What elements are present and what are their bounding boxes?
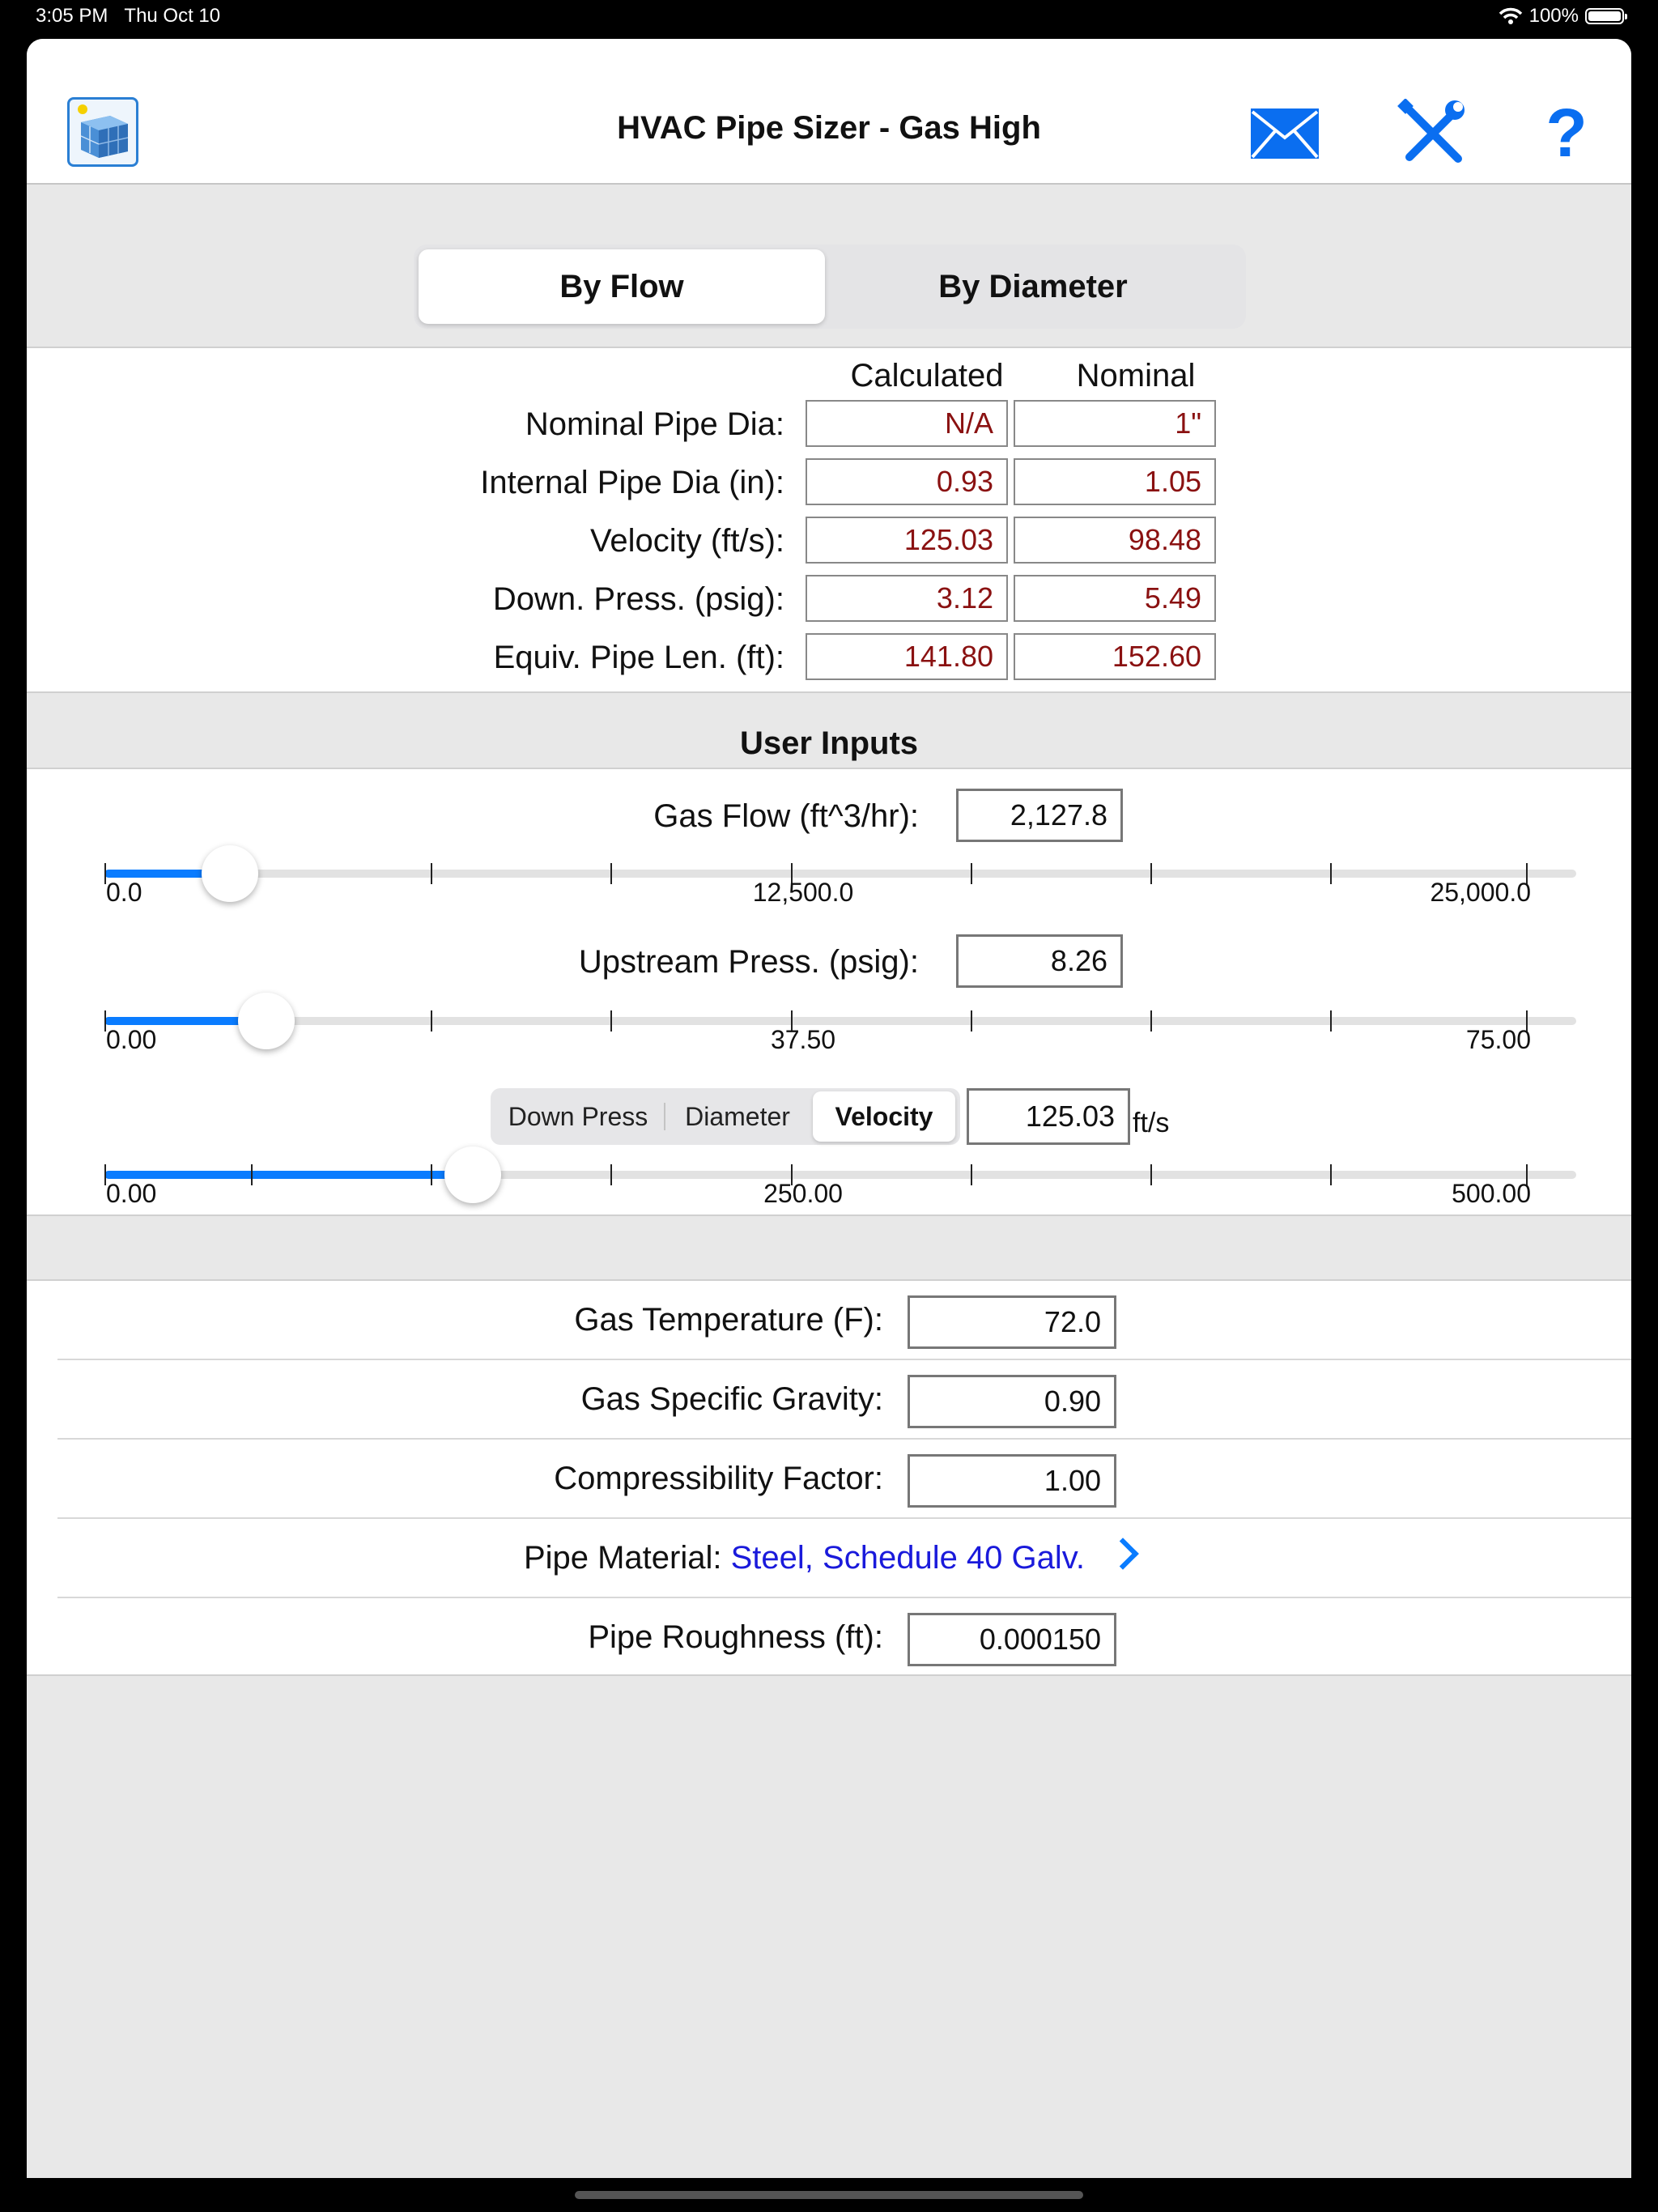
slider-tick xyxy=(1330,863,1332,884)
mode-selector-area xyxy=(27,185,1631,348)
slider-tick xyxy=(431,863,432,884)
slider-tick xyxy=(971,863,972,884)
result-label: Equiv. Pipe Len. (ft): xyxy=(493,640,784,675)
nav-bar xyxy=(27,39,1631,185)
result-calculated-value: 125.03 xyxy=(806,517,1008,564)
slider-mid-label: 37.50 xyxy=(770,1025,836,1054)
slider-mid-label: 12,500.0 xyxy=(752,878,854,907)
segment-velocity[interactable]: Velocity xyxy=(813,1091,955,1142)
battery-percent: 100% xyxy=(1528,5,1579,27)
pipe-material-label: Pipe Material: xyxy=(523,1540,722,1576)
status-bar xyxy=(0,0,1658,36)
slider-thumb[interactable] xyxy=(238,993,295,1049)
result-calculated-value: 3.12 xyxy=(806,575,1008,622)
slider-max-label: 25,000.0 xyxy=(1430,878,1531,907)
upstream-press-label: Upstream Press. (psig): xyxy=(578,944,919,980)
user-inputs-header xyxy=(27,693,1631,769)
gas-flow-label: Gas Flow (ft^3/hr): xyxy=(653,798,919,834)
slider-tick xyxy=(1330,1164,1332,1185)
envelope-icon[interactable] xyxy=(1249,99,1320,167)
segment-diameter[interactable]: Diameter xyxy=(685,1102,790,1131)
column-header-calculated: Calculated xyxy=(850,358,1004,393)
slider-tick xyxy=(610,1164,612,1185)
gas-flow-input[interactable]: 2,127.8 xyxy=(956,789,1123,842)
list-item xyxy=(57,1281,1631,1360)
page-title: HVAC Pipe Sizer - Gas High xyxy=(617,110,1041,146)
slider-tick xyxy=(431,1164,432,1185)
slider-tick xyxy=(610,863,612,884)
result-label: Internal Pipe Dia (in): xyxy=(480,465,784,500)
section-title: User Inputs xyxy=(739,725,919,761)
gas-temperature-label: Gas Temperature (F): xyxy=(574,1302,883,1338)
result-calculated-value: 141.80 xyxy=(806,633,1008,680)
tab-by-flow[interactable]: By Flow xyxy=(419,249,825,324)
result-nominal-value: 152.60 xyxy=(1014,633,1216,680)
specific-gravity-input[interactable]: 0.90 xyxy=(908,1375,1116,1428)
result-nominal-value: 98.48 xyxy=(1014,517,1216,564)
compressibility-input[interactable]: 1.00 xyxy=(908,1454,1116,1508)
pipe-roughness-input[interactable]: 0.000150 xyxy=(908,1613,1116,1666)
specific-gravity-label: Gas Specific Gravity: xyxy=(580,1381,883,1417)
slider-tick xyxy=(251,1164,253,1185)
battery-icon xyxy=(1585,8,1624,24)
slider-mid-label: 250.00 xyxy=(763,1179,843,1208)
pipe-roughness-label: Pipe Roughness (ft): xyxy=(588,1619,883,1655)
slider-thumb[interactable] xyxy=(202,845,258,902)
velocity-input[interactable]: 125.03 xyxy=(967,1088,1130,1145)
slider-tick xyxy=(971,1010,972,1032)
gas-temperature-input[interactable]: 72.0 xyxy=(908,1295,1116,1349)
slider-tick xyxy=(1150,1164,1152,1185)
result-nominal-value: 5.49 xyxy=(1014,575,1216,622)
slider-tick xyxy=(971,1164,972,1185)
list-item xyxy=(57,1440,1631,1519)
status-time: 3:05 PM Thu Oct 10 xyxy=(36,5,221,27)
slider-min-label: 0.00 xyxy=(106,1025,157,1054)
result-calculated-value: N/A xyxy=(806,400,1008,447)
gas-flow-slider[interactable] xyxy=(104,870,1576,878)
segment-down-press[interactable]: Down Press xyxy=(508,1102,648,1131)
slider-thumb[interactable] xyxy=(444,1146,501,1203)
slider-fill xyxy=(104,1171,473,1179)
list-item xyxy=(57,1598,1631,1678)
user-inputs-sliders xyxy=(27,769,1631,1216)
upstream-press-input[interactable]: 8.26 xyxy=(956,934,1123,988)
target-slider[interactable] xyxy=(104,1171,1576,1179)
wifi-icon xyxy=(1499,7,1523,25)
app-window xyxy=(27,39,1631,2178)
chevron-right-icon[interactable] xyxy=(1107,1538,1139,1570)
wrench-screwdriver-icon[interactable] xyxy=(1395,99,1468,167)
tab-by-diameter[interactable]: By Diameter xyxy=(938,269,1128,304)
slider-tick xyxy=(431,1010,432,1032)
slider-max-label: 500.00 xyxy=(1452,1179,1531,1208)
slider-min-label: 0.00 xyxy=(106,1179,157,1208)
slider-tick xyxy=(610,1010,612,1032)
compressibility-label: Compressibility Factor: xyxy=(554,1461,883,1496)
gas-properties-list xyxy=(27,1279,1631,1676)
question-mark-icon[interactable]: ? xyxy=(1545,95,1588,171)
result-label: Velocity (ft/s): xyxy=(589,523,784,559)
results-panel xyxy=(27,348,1631,693)
slider-min-label: 0.0 xyxy=(106,878,142,907)
home-indicator[interactable] xyxy=(575,2191,1083,2199)
result-nominal-value: 1" xyxy=(1014,400,1216,447)
pipe-material-link[interactable]: Steel, Schedule 40 Galv. xyxy=(730,1540,1085,1576)
slider-tick xyxy=(1150,1010,1152,1032)
column-header-nominal: Nominal xyxy=(1076,358,1196,393)
target-segmented-control xyxy=(491,1088,960,1145)
slider-tick xyxy=(1330,1010,1332,1032)
list-item xyxy=(57,1360,1631,1440)
result-nominal-value: 1.05 xyxy=(1014,458,1216,505)
upstream-press-slider[interactable] xyxy=(104,1017,1576,1025)
slider-max-label: 75.00 xyxy=(1465,1025,1531,1054)
velocity-unit: ft/s xyxy=(1133,1108,1170,1138)
mode-segmented-control xyxy=(414,245,1246,329)
result-label: Down. Press. (psig): xyxy=(492,581,784,617)
pipe-material-row[interactable] xyxy=(57,1519,1631,1598)
result-calculated-value: 0.93 xyxy=(806,458,1008,505)
slider-tick xyxy=(1150,863,1152,884)
result-label: Nominal Pipe Dia: xyxy=(525,406,784,442)
